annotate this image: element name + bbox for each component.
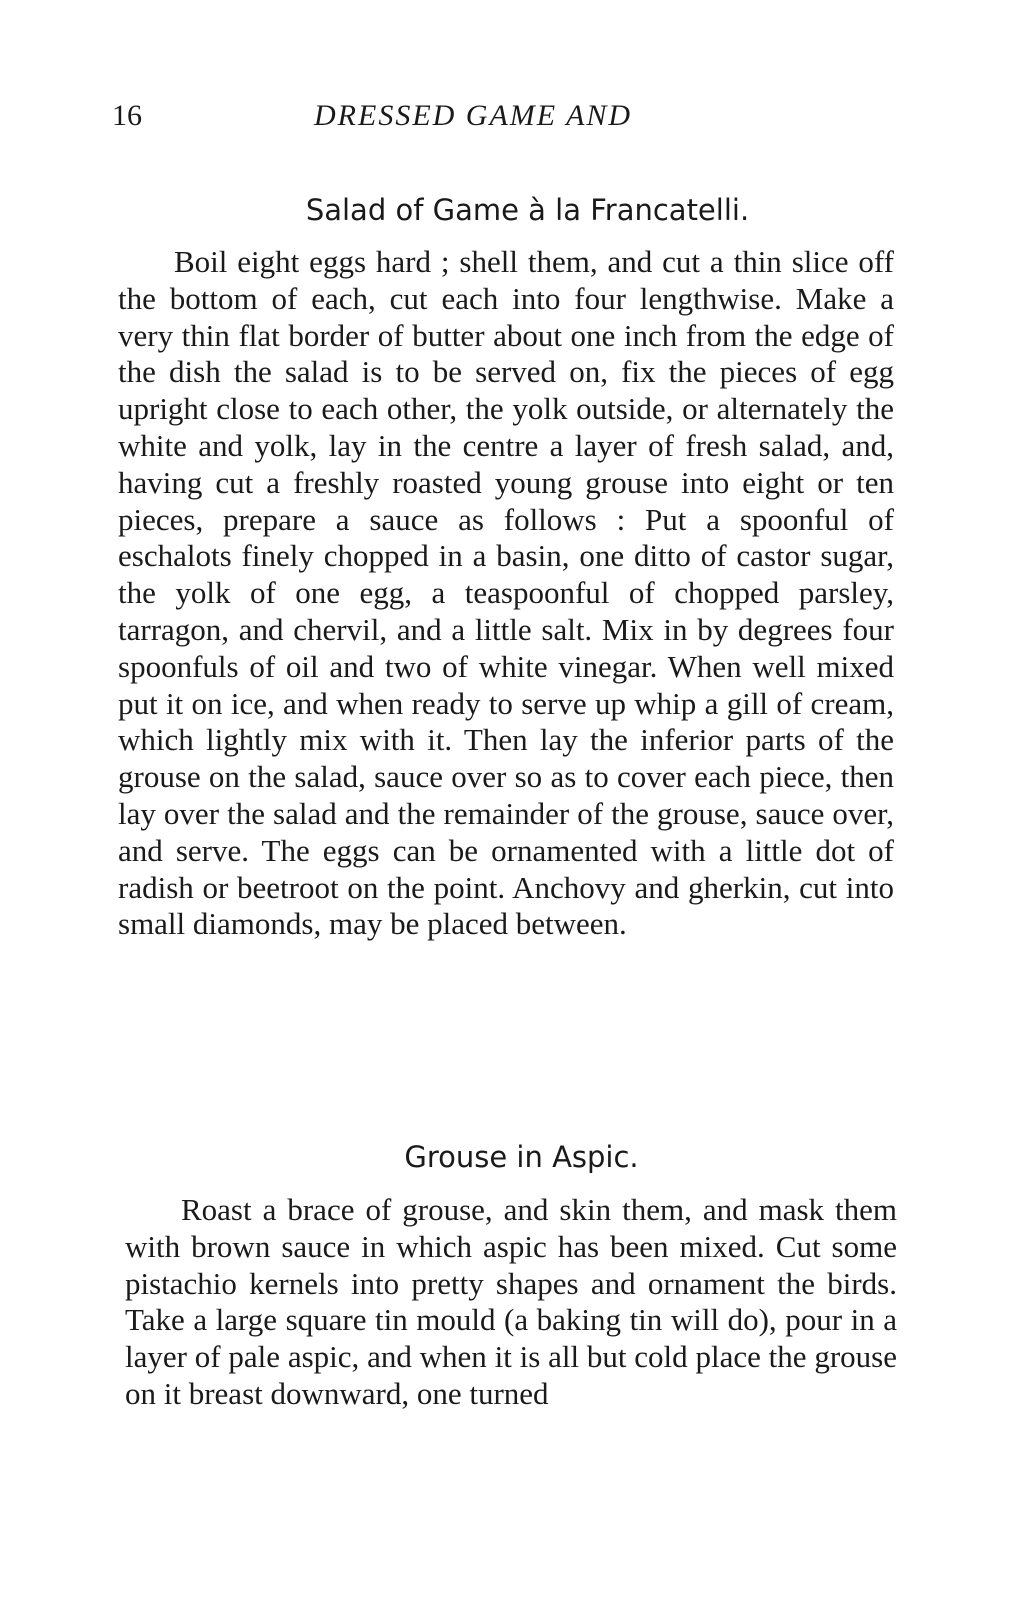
page-number: 16 [112, 99, 142, 132]
recipe-body-grouse-in-aspic: Roast a brace of grouse, and skin them, and mask them with brown sauce in which aspic has been mixed. Cut some pistachio kernels into pretty shapes and ornament the birds. Take a large square tin mould (a baking tin will do), pour in a layer of pale aspic, and when it is all but cold place the grouse on it breast downward, one turned [125, 1192, 897, 1411]
running-head [112, 96, 712, 136]
recipe-body-salad-of-game: Boil eight eggs hard ; shell them, and cut a thin slice off the bottom of each, cut each into four lengthwise. Make a very thin flat border of butter about one inch from the edge of the dish the salad is to be served on, fix the pieces of egg upright close to each other, the yolk outside, or alternately the white and yolk, lay in the centre a layer of fresh salad, and, having cut a freshly roasted young grouse into eight or ten pieces, prepare a sauce as follows : Put a spoonful of eschalots finely chopped in a basin, one ditto of castor sugar, the yolk of one egg, a teaspoonful of chopped parsley, tarragon, and chervil, and a little salt. Mix in by degrees four spoonfuls of oil and two of white vinegar. When well mixed put it on ice, and when ready to serve up whip a gill of cream, which lightly mix with it. Then lay the inferior parts of the grouse on the salad, sauce over so as to cover each piece, then lay over the salad and the remainder of the grouse, sauce over, and serve. The eggs can be ornamented with a little dot of radish or beetroot on the point. Anchovy and gherkin, cut into small diamonds, may be placed between. [118, 244, 894, 942]
running-title: DRESSED GAME AND [314, 99, 633, 132]
recipe-heading-salad-of-game: Salad of Game à la Francatelli. [305, 193, 750, 227]
recipe-heading-grouse-in-aspic: Grouse in Aspic. [404, 1140, 639, 1174]
